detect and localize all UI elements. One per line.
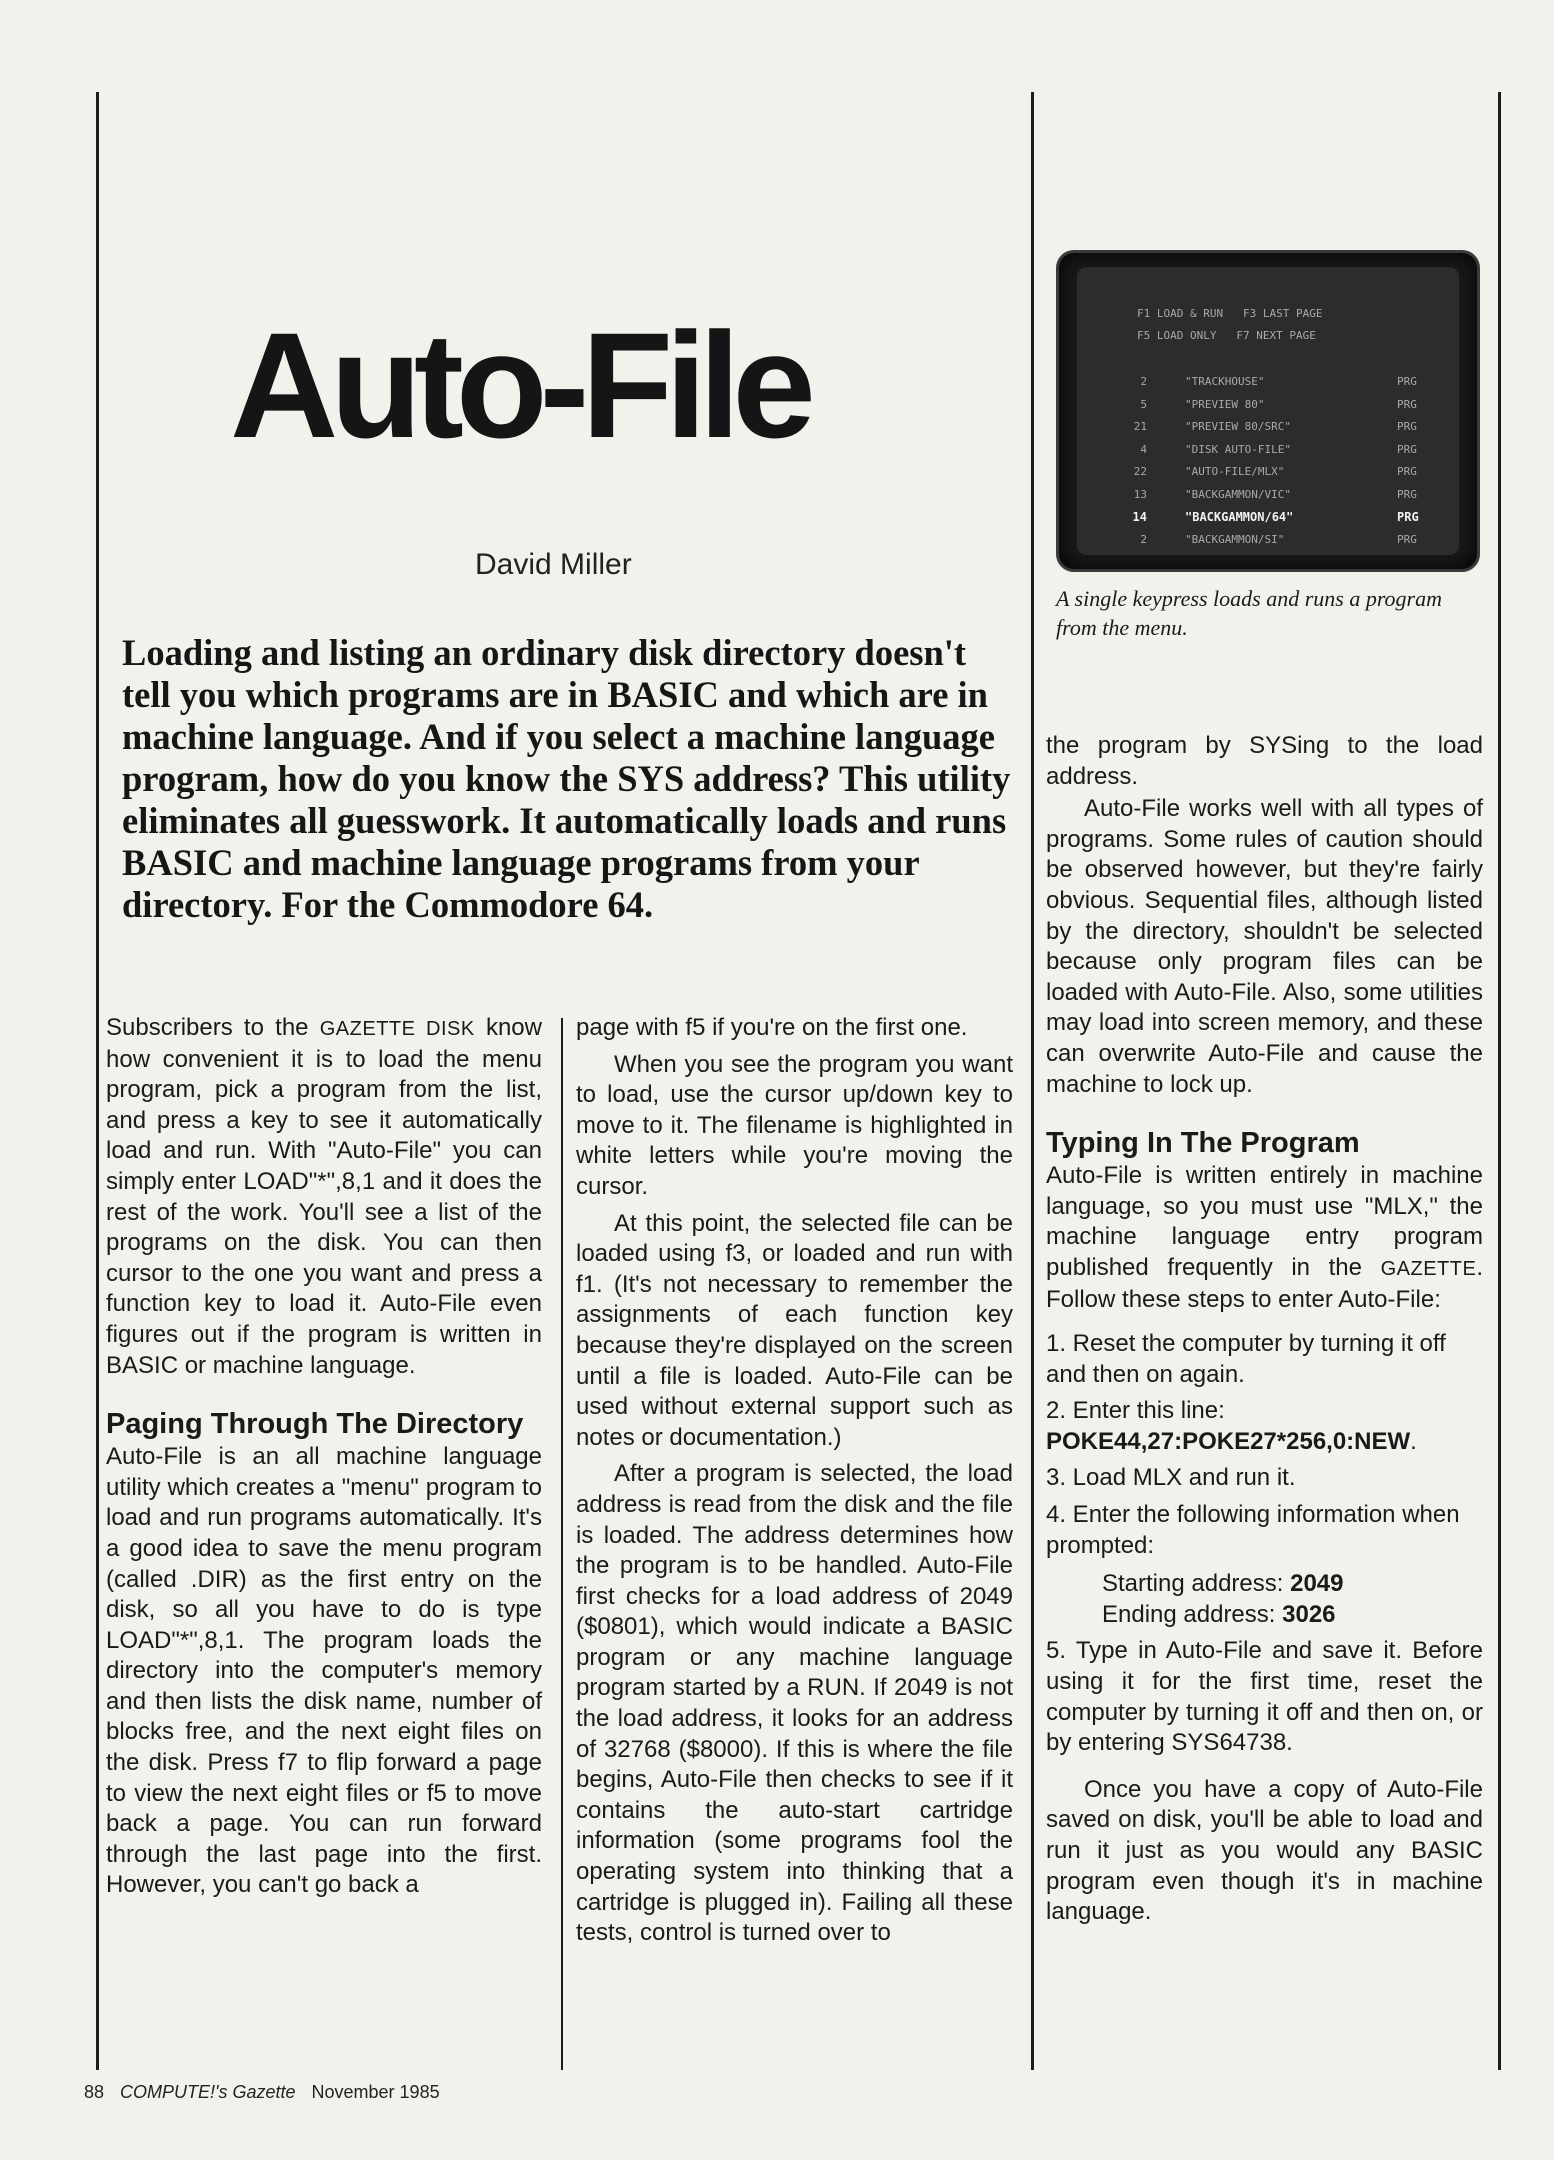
col3-paragraph-2: Auto-File works well with all types of programs. Some rules of caution should be observed however, but they're fairly obvious. Sequential files, although listed by the directory, shouldn't be selected because only program files can be loaded with Auto-File. Also, some utilities may load into screen memory, and these can overwrite Auto-File and cause the machine to lock up.	[1046, 795, 1483, 1098]
file-blocks: 13	[1133, 487, 1147, 501]
step-5: 5. Type in Auto-File and save it. Before using it for the first time, reset the computer by turning it off and then on, or by entering SYS64738.	[1046, 1637, 1483, 1757]
figure-caption: A single keypress loads and runs a program from the menu.	[1056, 586, 1443, 640]
col1-paragraph-2: Auto-File is an all machine language utility which creates a "menu" program to load and run programs automatically. It's a good idea to save the menu program (called .DIR) as the first entry on the disk, so all you have to do is type LOAD"*",8,1. The program loads the directory into the computer's memory and then lists the disk name, number of blocks free, and the next eight files on the disk. Press f7 to flip forward a page to view the next eight files or f5 to move back a page. You can run forward through the last page into the first. However, you can't go back a	[106, 1443, 542, 1899]
screenshot-display	[1077, 267, 1459, 555]
file-type: PRG	[1397, 375, 1417, 388]
file-name: "AUTO-FILE/MLX"	[1185, 465, 1285, 478]
page-footer	[84, 2082, 440, 2103]
file-name: "PREVIEW 80"	[1185, 397, 1265, 411]
file-name: "BACKGAMMON/64"	[1185, 510, 1294, 524]
issue-date: November 1985	[311, 2082, 440, 2102]
column-1	[106, 1013, 542, 1901]
col2-paragraph-4: After a program is selected, the load address is read from the disk and the file is loaded. The address determines how the program is to be handled. Auto-File first checks for a load address of 2049 ($0801), which would indicate a BASIC program or any machine language program started by a RUN. If 2049 is not the load address, it looks for an address of 32768 ($8000). If this is where the file begins, Auto-File then checks to see if it contains the auto-start cartridge information (some programs fool the operating system into thinking that a cartridge is plugged in). Failing all these tests, control is turned over to	[576, 1460, 1013, 1947]
file-blocks: 4	[1140, 442, 1147, 456]
col3-paragraph-1: the program by SYSing to the load address.	[1046, 732, 1483, 790]
starting-address: Starting address: 2049	[1102, 1570, 1344, 1598]
file-blocks: 14	[1132, 510, 1147, 524]
file-blocks: 2	[1140, 532, 1147, 546]
step-1: 1. Reset the computer by turning it off and then on again.	[1046, 1330, 1446, 1388]
col1-paragraph-1: Subscribers to the GAZETTE DISK know how convenient it is to load the menu program, pick a program from the list, and press a key to see it automatically load and run. With "Auto-File" you can simply enter LOAD"*",8,1 and it does the rest of the work. You'll see a list of the programs on the disk. You can then cursor to the one you want and press a function key to load it. Auto-File even figures out if the program is written in BASIC or machine language.	[106, 1014, 542, 1379]
col3-paragraph-3: Auto-File is written entirely in machine language, so you must use "MLX," the machine language entry program published frequently in the GAZETTE. Follow these steps to enter Auto-File:	[1046, 1162, 1483, 1313]
file-type: PRG	[1397, 487, 1417, 501]
menu-line-2: F5 LOAD ONLY F7 NEXT PAGE	[1137, 329, 1316, 342]
page-number: 88	[84, 2082, 105, 2102]
col2-paragraph-3: At this point, the selected file can be loaded using f3, or loaded and run with f1. (It's not necessary to remember the assignments of each function key because they're displayed on the screen until a file is loaded. Auto-File can be used without external support such as notes or documentation.)	[576, 1209, 1013, 1451]
column-2	[576, 1013, 1013, 1949]
author-byline: David Miller	[475, 548, 632, 581]
column-rule-inner	[561, 1018, 563, 2070]
column-rule-left	[96, 92, 99, 2070]
file-type: PRG	[1397, 420, 1417, 433]
ending-address: Ending address: 3026	[1102, 1600, 1336, 1628]
step-2: 2. Enter this line: POKE44,27:POKE27*256,0:NEW.	[1046, 1397, 1417, 1455]
file-blocks: 22	[1133, 465, 1147, 478]
file-name: "TRACKHOUSE"	[1185, 375, 1265, 388]
file-name: "BACKGAMMON/VIC"	[1185, 487, 1291, 501]
file-blocks: 21	[1133, 420, 1147, 433]
file-type: PRG	[1397, 510, 1419, 524]
column-rule-middle	[1031, 92, 1034, 2070]
file-type: PRG	[1397, 532, 1417, 546]
article-title: Auto-File	[230, 301, 808, 469]
menu-line-1: F1 LOAD & RUN F3 LAST PAGE	[1137, 307, 1323, 320]
column-3	[1046, 731, 1483, 1928]
file-name: "PREVIEW 80/SRC"	[1185, 420, 1291, 433]
file-type: PRG	[1397, 397, 1417, 411]
file-name: "DISK AUTO-FILE"	[1185, 442, 1291, 456]
step-3: 3. Load MLX and run it.	[1046, 1464, 1296, 1492]
col2-paragraph-1: page with f5 if you're on the first one.	[576, 1014, 968, 1041]
article-lead: Loading and listing an ordinary disk directory doesn't tell you which programs are in BASIC and which are in machine language. And if you select a machine language program, how do you know the SYS address? This utility eliminates all guesswork. It automatically loads and runs BASIC and machine language programs from your directory. For the Commodore 64.	[122, 632, 1011, 925]
section-heading-paging: Paging Through The Directory	[106, 1408, 524, 1441]
file-type: PRG	[1397, 442, 1417, 456]
file-type: PRG	[1397, 465, 1417, 478]
file-name: "BACKGAMMON/SI"	[1185, 532, 1285, 546]
file-blocks: 2	[1140, 375, 1147, 388]
screenshot-figure	[1056, 250, 1480, 572]
publication-name: COMPUTE!'s Gazette	[120, 2082, 296, 2102]
column-rule-right	[1498, 92, 1501, 2070]
steps-list	[1046, 1329, 1483, 1759]
col2-paragraph-2: When you see the program you want to load, use the cursor up/down key to move to it. The filename is highlighted in white letters while you're moving the cursor.	[576, 1050, 1013, 1200]
section-heading-typing: Typing In The Program	[1046, 1127, 1360, 1160]
step-4: 4. Enter the following information when prompted:	[1046, 1501, 1460, 1559]
col3-paragraph-4: Once you have a copy of Auto-File saved on disk, you'll be able to load and run it just as you would any BASIC program even though it's in machine language.	[1046, 1775, 1483, 1926]
file-blocks: 5	[1140, 397, 1147, 411]
